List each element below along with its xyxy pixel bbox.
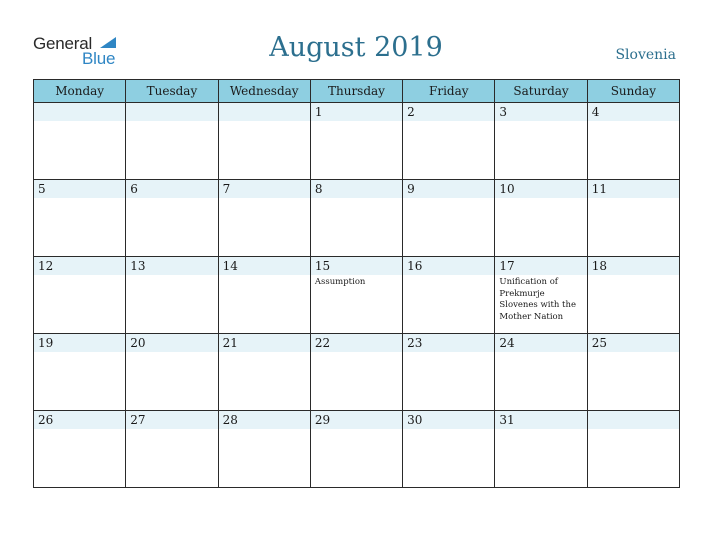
day-cell	[310, 180, 402, 257]
day-cell	[218, 257, 310, 334]
day-number: 6	[130, 182, 138, 196]
day-cell	[403, 103, 495, 180]
weekday-header: Friday	[403, 80, 495, 103]
day-number: 2	[407, 105, 415, 119]
week-row	[34, 411, 680, 488]
day-cell	[495, 257, 587, 334]
day-cell	[34, 411, 126, 488]
day-cell	[218, 180, 310, 257]
day-band	[311, 103, 402, 121]
day-number: 1	[314, 105, 323, 119]
country-label: Slovenia	[615, 47, 676, 63]
day-number: 3	[499, 105, 508, 119]
day-cell	[587, 257, 679, 334]
day-number: 13	[130, 259, 146, 273]
day-cell	[587, 334, 679, 411]
day-number: 22	[314, 336, 331, 350]
day-cell	[310, 411, 402, 488]
day-band	[588, 411, 679, 429]
day-cell	[126, 257, 218, 334]
day-cell	[310, 334, 402, 411]
day-number: 31	[499, 413, 515, 427]
day-band	[219, 180, 310, 198]
day-cell	[34, 103, 126, 180]
day-number: 16	[407, 259, 423, 273]
logo-text-general: General	[33, 34, 93, 53]
day-number: 8	[314, 182, 323, 196]
page-title: August 2019	[269, 32, 443, 63]
day-band	[34, 103, 125, 121]
day-band	[403, 180, 494, 198]
day-cell	[218, 103, 310, 180]
day-cell	[126, 334, 218, 411]
day-number: 12	[38, 259, 54, 273]
day-cell	[126, 180, 218, 257]
day-number: 9	[407, 182, 415, 196]
day-cell	[495, 103, 587, 180]
day-number: 20	[130, 336, 146, 350]
day-cell	[403, 334, 495, 411]
day-number: 27	[130, 413, 146, 427]
day-band	[34, 180, 125, 198]
day-band	[495, 103, 586, 121]
day-number: 28	[222, 413, 238, 427]
day-band	[126, 103, 217, 121]
week-row	[34, 334, 680, 411]
day-cell	[495, 334, 587, 411]
week-row	[34, 257, 680, 334]
day-cell	[495, 180, 587, 257]
day-cell	[587, 180, 679, 257]
day-number: 11	[591, 182, 607, 196]
day-band	[126, 180, 217, 198]
holiday-label: Unification of Prekmurje Slovenes with the Mother Nation	[499, 277, 576, 322]
day-cell	[310, 103, 402, 180]
week-row	[34, 103, 680, 180]
day-number: 5	[38, 182, 46, 196]
day-number: 29	[314, 413, 331, 427]
day-cell	[310, 257, 402, 334]
day-number: 18	[591, 259, 607, 273]
day-number: 21	[222, 336, 238, 350]
weekday-header-row	[34, 80, 680, 103]
weekday-header: Tuesday	[126, 80, 218, 103]
week-row	[34, 180, 680, 257]
day-number: 23	[407, 336, 423, 350]
day-band	[219, 103, 310, 121]
day-cell	[34, 334, 126, 411]
day-number: 24	[499, 336, 515, 350]
day-number: 25	[591, 336, 607, 350]
weekday-header: Monday	[34, 80, 126, 103]
day-cell	[218, 411, 310, 488]
day-number: 17	[499, 259, 515, 273]
logo-text-blue: Blue	[82, 49, 116, 68]
day-cell	[587, 103, 679, 180]
day-number: 15	[314, 259, 331, 273]
weekday-header: Thursday	[310, 80, 402, 103]
day-cell	[403, 180, 495, 257]
day-number: 19	[38, 336, 54, 350]
day-band	[311, 180, 402, 198]
day-number: 4	[591, 105, 600, 119]
day-cell	[587, 411, 679, 488]
day-band	[588, 103, 679, 121]
day-cell	[126, 103, 218, 180]
day-cell	[34, 180, 126, 257]
day-cell	[126, 411, 218, 488]
day-cell	[34, 257, 126, 334]
weekday-header: Sunday	[587, 80, 679, 103]
holiday-label: Assumption	[314, 277, 366, 287]
day-cell	[403, 257, 495, 334]
day-number: 30	[407, 413, 423, 427]
weekday-header: Wednesday	[218, 80, 310, 103]
day-number: 10	[499, 182, 515, 196]
day-number: 26	[38, 413, 54, 427]
day-cell	[495, 411, 587, 488]
day-number: 7	[222, 182, 231, 196]
day-number: 14	[222, 259, 238, 273]
weekday-header: Saturday	[495, 80, 587, 103]
day-cell	[218, 334, 310, 411]
day-band	[403, 103, 494, 121]
calendar-grid	[33, 79, 680, 488]
day-cell	[403, 411, 495, 488]
